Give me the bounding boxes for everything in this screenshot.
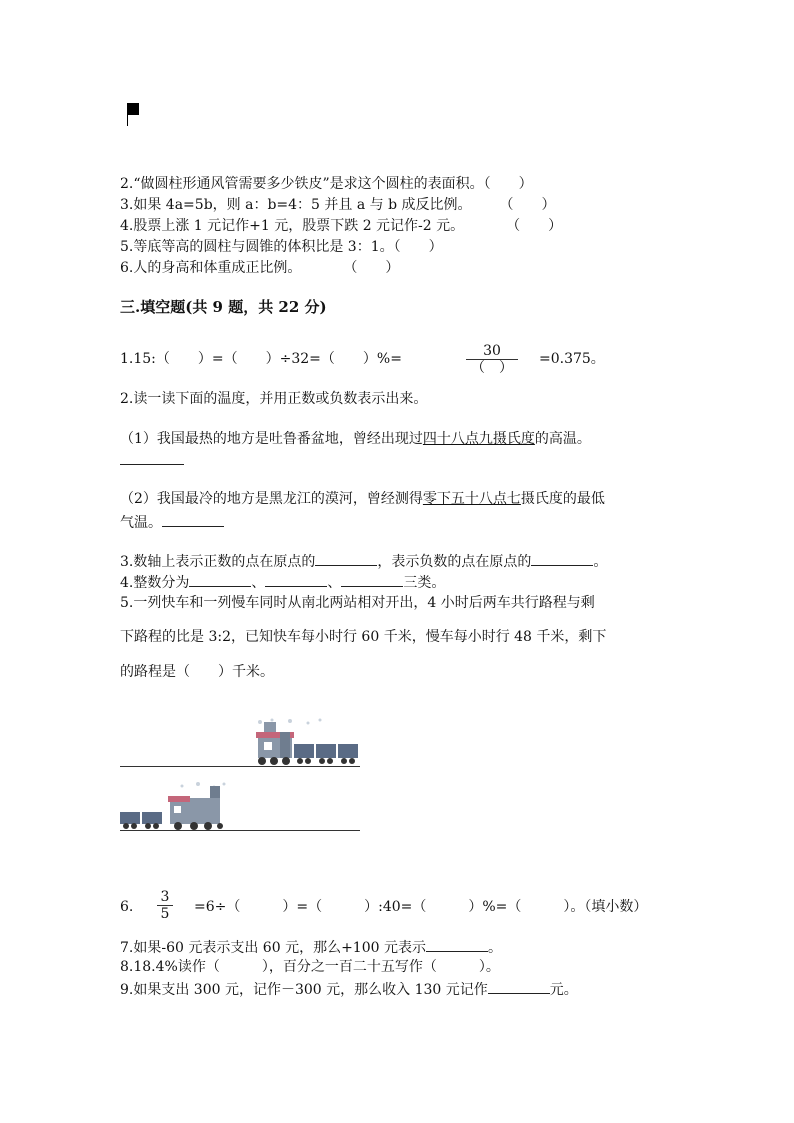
- judge-item-5: 5.等底等高的圆柱与圆锥的体积比是 3：1。（ ）: [120, 239, 443, 255]
- q2-sub2-answer-blank[interactable]: [162, 512, 224, 527]
- q1-fraction: [466, 343, 518, 376]
- q4-blank-3[interactable]: [341, 572, 403, 587]
- judge-item-6: 6.人的身高和体重成正比例。 （ ）: [120, 260, 400, 276]
- q3-part-c: 。: [593, 554, 608, 570]
- q2-sub1-post: 的高温。: [534, 431, 591, 447]
- judge-item-4: 4.股票上涨 1 元记作+1 元，股票下跌 2 元记作-2 元。 （ ）: [120, 218, 563, 234]
- q2-text: 2.读一读下面的温度，并用正数或负数表示出来。: [120, 391, 428, 407]
- q6-fraction: [157, 889, 173, 922]
- q6-frac-num: 3: [160, 889, 170, 905]
- q2-sub2-line2: [120, 512, 224, 532]
- judge-item-3: 3.如果 4a=5b，则 a：b=4：5 并且 a 与 b 成反比例。 （ ）: [120, 197, 556, 213]
- q5-line1: 5.一列快车和一列慢车同时从南北两站相对开出，4 小时后两车共行路程与剩: [120, 595, 595, 611]
- q6-text: =6÷（ ）=（ ）:40=（ ）%=（ ）。（填小数）: [194, 899, 648, 915]
- train-top-illustration: [250, 718, 362, 768]
- q2-sub2-pre: （2）我国最冷的地方是黑龙江的漠河，曾经测得: [120, 491, 423, 507]
- q4: [120, 572, 445, 592]
- q7-part-a: 7.如果-60 元表示支出 60 元，那么+100 元表示: [120, 940, 426, 956]
- q3-part-b: ，表示负数的点在原点的: [377, 554, 532, 570]
- corner-mark-stem: [127, 115, 128, 126]
- q3-part-a: 3.数轴上表示正数的点在原点的: [120, 554, 316, 570]
- q9-part-b: 元。: [549, 982, 578, 998]
- train-bottom-illustration: [120, 782, 232, 832]
- corner-mark: [127, 103, 139, 115]
- q4-blank-2[interactable]: [265, 572, 327, 587]
- q3-blank-2[interactable]: [531, 551, 593, 566]
- q3-blank-1[interactable]: [315, 551, 377, 566]
- q8: 8.18.4%读作（ ），百分之一百二十五写作（ ）。: [120, 959, 500, 975]
- q4-part-c: 、: [327, 575, 342, 591]
- q2-sub1-answer-blank[interactable]: [120, 450, 184, 470]
- train-track-bottom: [120, 830, 360, 831]
- q1-frac-num: 30: [483, 343, 501, 359]
- q7: [120, 937, 502, 957]
- q7-blank[interactable]: [426, 937, 488, 952]
- q1-frac-den: （ ）: [471, 360, 513, 376]
- q9-part-a: 9.如果支出 300 元，记作－300 元，那么收入 130 元记作: [120, 982, 488, 998]
- q2-sub1-underlined: 四十八点九摄氏度: [422, 431, 535, 447]
- q2-sub2-post: 摄氏度的最低: [520, 491, 605, 507]
- q2-sub2: [120, 490, 605, 508]
- q4-part-a: 4.整数分为: [120, 575, 190, 591]
- q1-text: 1.15:（ ）=（ ）÷32=（ ）%=: [120, 351, 402, 367]
- section-heading: 三.填空题(共 9 题，共 22 分): [120, 298, 327, 316]
- q5-line3: 的路程是（ ）千米。: [120, 664, 274, 680]
- q7-part-b: 。: [487, 940, 502, 956]
- q9-blank[interactable]: [488, 979, 550, 994]
- q2-sub1-pre: （1）我国最热的地方是吐鲁番盆地，曾经出现过: [120, 431, 423, 447]
- q4-part-d: 三类。: [403, 575, 446, 591]
- q6-number: 6.: [120, 899, 134, 915]
- q4-blank-1[interactable]: [189, 572, 251, 587]
- judge-item-2: 2.“做圆柱形通风管需要多少铁皮”是求这个圆柱的表面积。（ ）: [120, 176, 533, 192]
- q6-frac-den: 5: [160, 906, 170, 922]
- q3: [120, 551, 607, 571]
- q9: [120, 979, 578, 999]
- q2-sub1: [120, 430, 591, 448]
- q2-sub2-line2-text: 气温。: [120, 515, 162, 531]
- q4-part-b: 、: [251, 575, 266, 591]
- q1-tail: =0.375。: [539, 351, 605, 367]
- q2-sub2-underlined: 零下五十八点七: [422, 491, 521, 507]
- q5-line2: 下路程的比是 3:2，已知快车每小时行 60 千米，慢车每小时行 48 千米，剩下: [120, 629, 607, 645]
